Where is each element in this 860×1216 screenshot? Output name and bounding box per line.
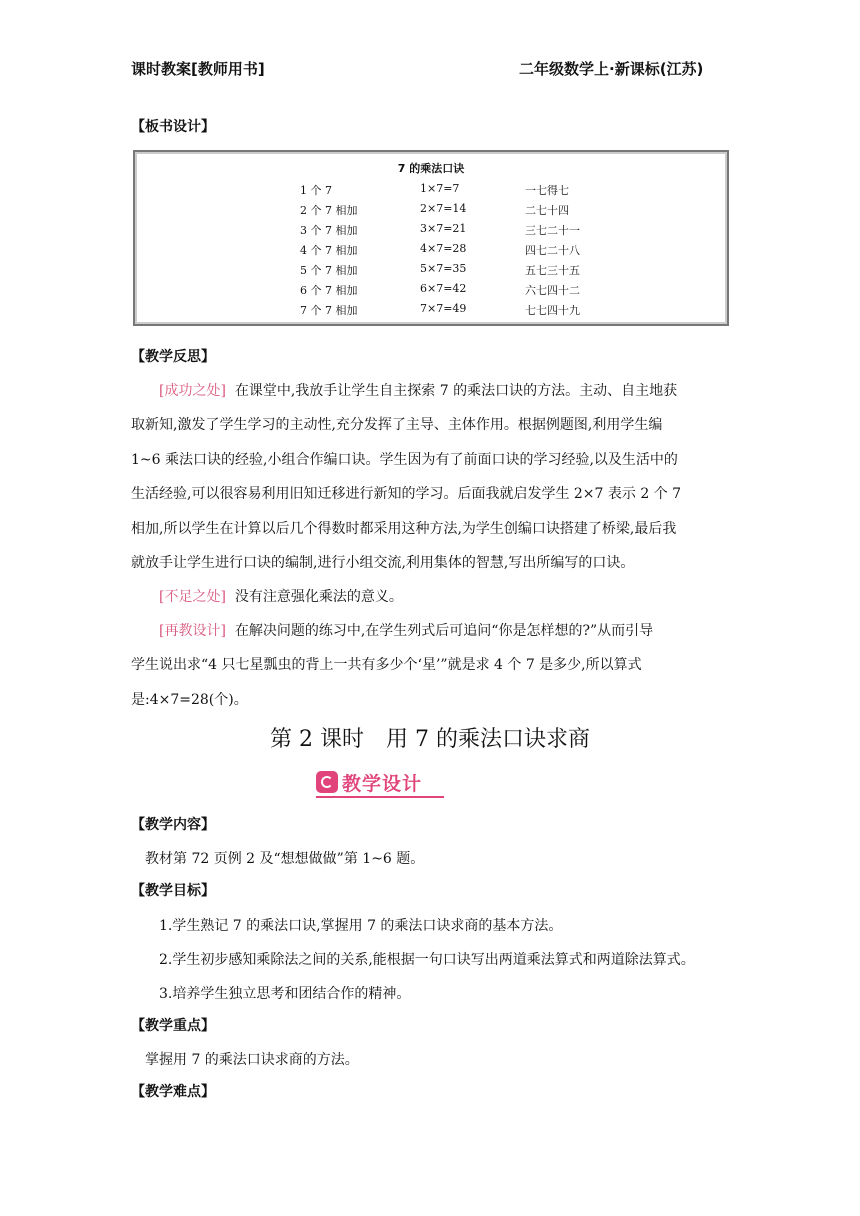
header-right: 二年级数学上·新课标(江苏) [519, 60, 704, 78]
table-row: 1 个 7 1×7=7 一七得七 [300, 182, 569, 197]
redesign-paragraph: [再教设计] 在解决问题的练习中,在学生列式后可追问“你是怎样想的?”从而引导 学生说出求“4 只七星瓢虫的背上一共有多少个‘星’”就是求 4 个 7 是多少,所以算式 是:4×7=28(个)。 [131, 623, 654, 708]
lesson-title: 第 2 课时 用 7 的乘法口诀求商 [270, 727, 590, 752]
board-table-title: 7 的乘法口诀 [397, 162, 465, 175]
reflection-heading: 【教学反思】 [131, 349, 215, 365]
board-heading: 【板书设计】 [131, 119, 215, 135]
success-paragraph: [成功之处] 在课堂中,我放手让学生自主探索 7 的乘法口诀的方法。主动、自主地获 取新知,激发了学生学习的主动性,充分发挥了主导、主体作用。根据例题图,利用学生编 1~6 乘法口诀的经验,小组合作编口诀。学生因为有了前面口诀的学习经验,以及生活中的 生活经验,可以很容易利用旧知迁移进行新知的学习。后面我就启发学生 2×7 表示 2 个 7 相加,所以学生在计算以后几个得数时都采用这种方法,为学生创编口诀搭建了桥梁,最后我 就放手让学生进行口诀的编制,进行小组交流,利用集体的智慧,写出所编写的口诀。 [131, 383, 682, 572]
key-heading: 【教学重点】 [131, 1018, 215, 1034]
board-table [133, 150, 729, 326]
banner-underline [316, 796, 444, 798]
goal-item: 2.学生初步感知乘除法之间的关系,能根据一句口诀写出两道乘法算式和两道除法算式。 [159, 952, 695, 968]
lack-tag: [不足之处] [159, 589, 226, 605]
table-row: 3 个 7 相加 3×7=21 三七二十一 [300, 222, 580, 237]
lack-paragraph: [不足之处] 没有注意强化乘法的意义。 [159, 589, 403, 605]
difficulty-heading: 【教学难点】 [131, 1084, 215, 1100]
content-heading: 【教学内容】 [131, 817, 215, 833]
table-row: 4 个 7 相加 4×7=28 四七二十八 [300, 242, 580, 257]
redesign-tag: [再教设计] [159, 623, 226, 639]
teaching-design-banner: 教学设计 [316, 768, 444, 798]
goal-item: 1.学生熟记 7 的乘法口诀,掌握用 7 的乘法口诀求商的基本方法。 [159, 918, 563, 934]
content-text: 教材第 72 页例 2 及“想想做做”第 1~6 题。 [145, 851, 425, 867]
key-text: 掌握用 7 的乘法口诀求商的方法。 [145, 1052, 359, 1068]
swirl-logo-icon [316, 771, 338, 793]
goal-item: 3.培养学生独立思考和团结合作的精神。 [159, 986, 411, 1002]
table-row: 6 个 7 相加 6×7=42 六七四十二 [300, 282, 580, 297]
header-left: 课时教案[教师用书] [131, 60, 265, 78]
goals-heading: 【教学目标】 [131, 883, 215, 899]
success-tag: [成功之处] [159, 383, 226, 399]
table-row: 2 个 7 相加 2×7=14 二七十四 [300, 202, 569, 217]
table-row: 7 个 7 相加 7×7=49 七七四十九 [300, 302, 580, 317]
table-row: 5 个 7 相加 5×7=35 五七三十五 [300, 262, 580, 277]
